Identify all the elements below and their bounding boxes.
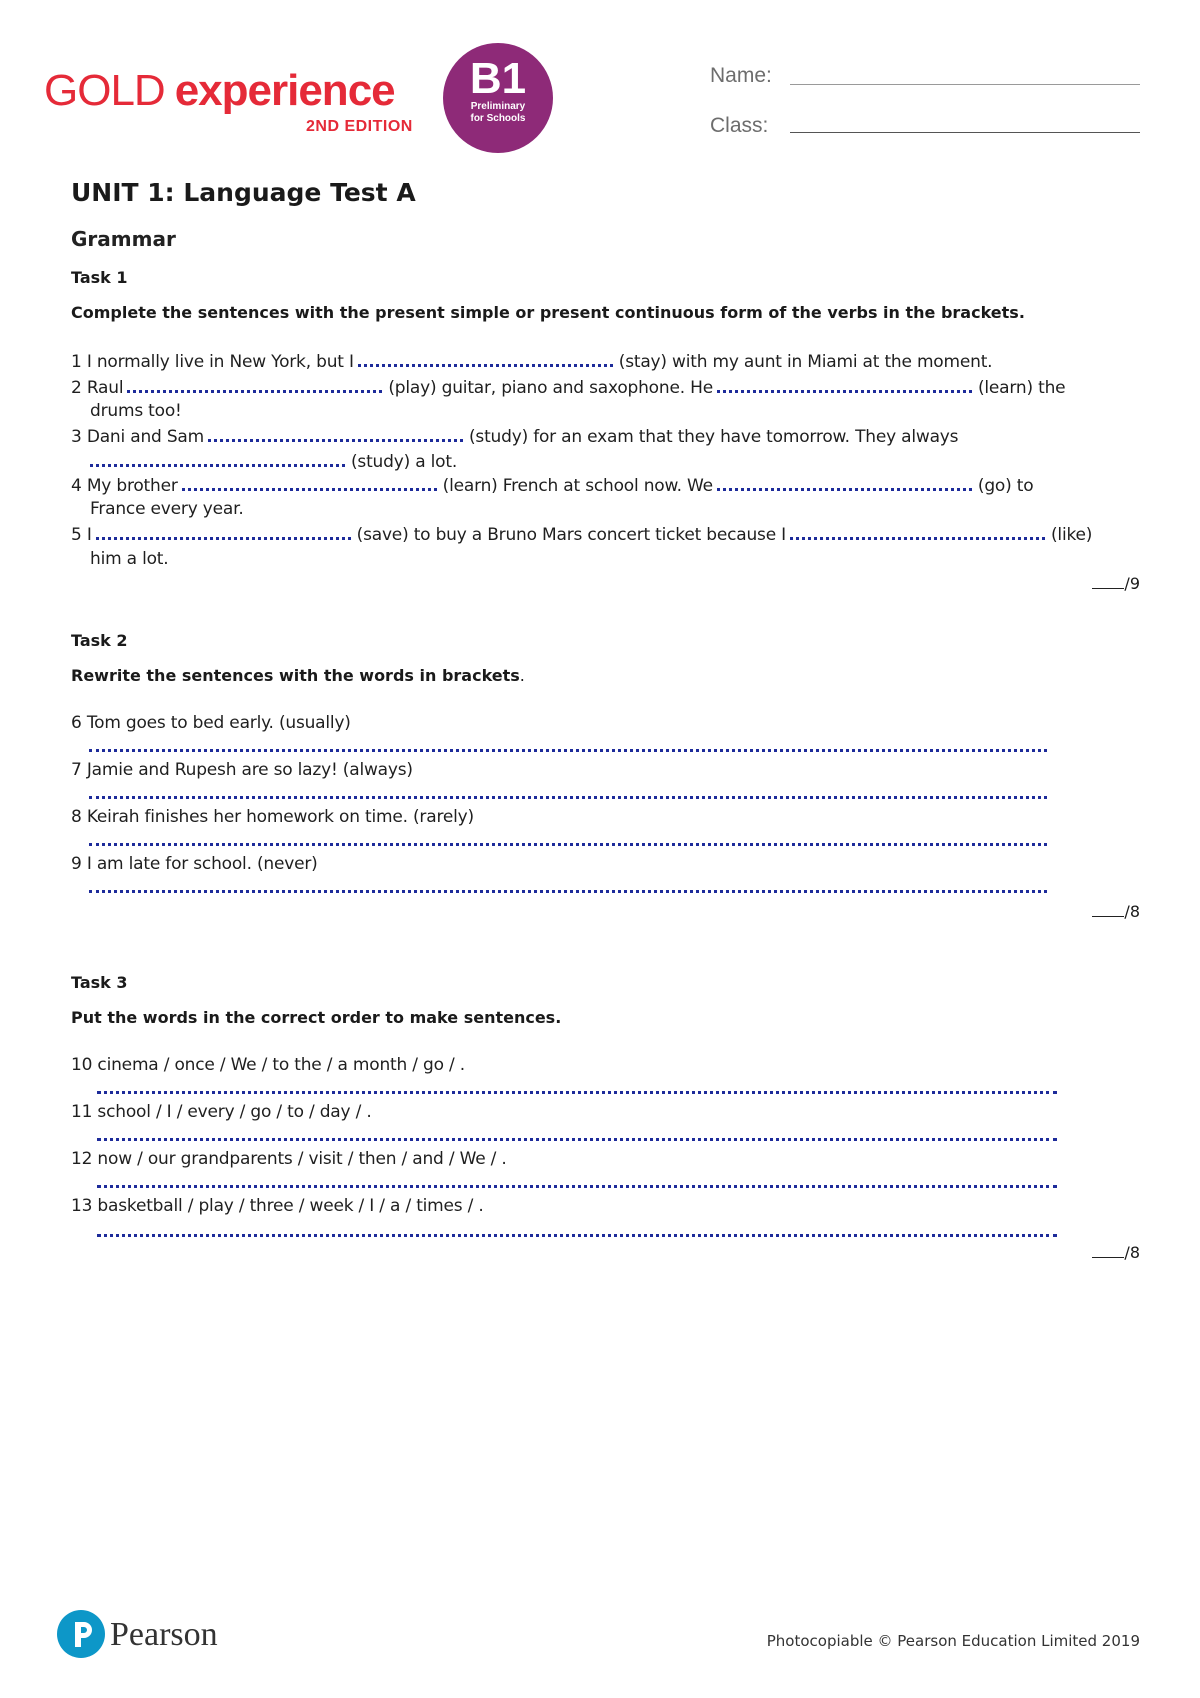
s2-part-a: 2 Raul xyxy=(71,378,124,398)
task2-score xyxy=(1092,902,1140,921)
edition-label: 2ND EDITION xyxy=(306,118,413,135)
brand-gold: GOLD xyxy=(44,66,165,115)
answer-line-10[interactable] xyxy=(97,1091,1057,1094)
page-title: UNIT 1: Language Test A xyxy=(71,178,416,207)
answer-line-9[interactable] xyxy=(89,890,1047,893)
s4-part-c: (go) to xyxy=(977,476,1034,496)
task2-item-8: 8 Keirah finishes her homework on time. (rarely) xyxy=(71,807,474,827)
task1-sentence-1 xyxy=(71,350,992,372)
gold-experience-logo xyxy=(44,66,395,116)
task1-score xyxy=(1092,574,1140,593)
badge-sub-1: Preliminary xyxy=(470,101,526,112)
task3-score xyxy=(1092,1243,1140,1262)
answer-blank-9[interactable] xyxy=(790,523,1045,540)
answer-blank-1[interactable] xyxy=(358,350,613,367)
name-field[interactable] xyxy=(790,84,1140,85)
answer-blank-5[interactable] xyxy=(90,450,345,467)
answer-blank-3[interactable] xyxy=(717,376,972,393)
s5-part-a: 5 I xyxy=(71,525,92,545)
score-blank[interactable] xyxy=(1092,574,1124,589)
s2-part-b: (play) guitar, piano and saxophone. He xyxy=(388,378,713,398)
task2-instruction-text: Rewrite the sentences with the words in brackets xyxy=(71,666,520,685)
section-heading: Grammar xyxy=(71,227,176,251)
task2-instruction xyxy=(71,666,525,685)
task2-title: Task 2 xyxy=(71,631,128,650)
s4-part-b: (learn) French at school now. We xyxy=(442,476,713,496)
task3-score-total: /8 xyxy=(1124,1243,1140,1262)
task3-instruction: Put the words in the correct order to make sentences. xyxy=(71,1008,562,1027)
pearson-wordmark: Pearson xyxy=(110,1616,218,1653)
s5-part-c: (like) xyxy=(1050,525,1093,545)
copyright-notice: Photocopiable © Pearson Education Limited 2019 xyxy=(766,1632,1140,1650)
task1-sentence-4 xyxy=(71,474,1033,496)
answer-blank-2[interactable] xyxy=(127,376,382,393)
s1-part-a: 1 I normally live in New York, but I xyxy=(71,352,354,372)
task1-sentence-2-cont: drums too! xyxy=(90,401,182,421)
badge-sub-2: for Schools xyxy=(470,113,526,124)
answer-blank-6[interactable] xyxy=(182,474,437,491)
task1-sentence-4-cont: France every year. xyxy=(90,499,244,519)
task3-item-13: 13 basketball / play / three / week / I / a / times / . xyxy=(71,1196,484,1216)
task3-item-10: 10 cinema / once / We / to the / a month / go / . xyxy=(71,1055,465,1075)
badge-level: B1 xyxy=(469,54,527,103)
pearson-logo-icon xyxy=(57,1610,105,1662)
score-blank[interactable] xyxy=(1092,1243,1124,1258)
answer-line-8[interactable] xyxy=(89,843,1047,846)
task1-instruction: Complete the sentences with the present simple or present continuous form of the verbs in the brackets. xyxy=(71,303,1025,322)
brand-experience: experience xyxy=(174,66,395,115)
answer-blank-4[interactable] xyxy=(208,425,463,442)
answer-line-12[interactable] xyxy=(97,1185,1057,1188)
answer-line-7[interactable] xyxy=(89,796,1047,799)
s2-part-c: (learn) the xyxy=(977,378,1066,398)
score-blank[interactable] xyxy=(1092,902,1124,917)
answer-line-11[interactable] xyxy=(97,1138,1057,1141)
task3-item-12: 12 now / our grandparents / visit / then / and / We / . xyxy=(71,1149,507,1169)
task2-item-7: 7 Jamie and Rupesh are so lazy! (always) xyxy=(71,760,413,780)
task3-title: Task 3 xyxy=(71,973,128,992)
answer-blank-7[interactable] xyxy=(717,474,972,491)
s1-part-b: (stay) with my aunt in Miami at the moment. xyxy=(618,352,993,372)
s3-part-a: 3 Dani and Sam xyxy=(71,427,204,447)
task2-instruction-end: . xyxy=(519,666,525,685)
task1-title: Task 1 xyxy=(71,268,128,287)
class-field[interactable] xyxy=(790,132,1140,133)
task2-score-total: /8 xyxy=(1124,902,1140,921)
task2-item-9: 9 I am late for school. (never) xyxy=(71,854,318,874)
s3-part-b: (study) for an exam that they have tomorrow. They always xyxy=(468,427,959,447)
task1-sentence-5-cont: him a lot. xyxy=(90,549,169,569)
answer-blank-8[interactable] xyxy=(96,523,351,540)
s4-part-a: 4 My brother xyxy=(71,476,178,496)
class-label: Class: xyxy=(710,114,769,137)
task1-sentence-3 xyxy=(71,425,958,447)
answer-line-6[interactable] xyxy=(89,749,1047,752)
task1-sentence-3-cont xyxy=(90,450,457,472)
answer-line-13[interactable] xyxy=(97,1234,1057,1237)
s5-part-b: (save) to buy a Bruno Mars concert ticket because I xyxy=(356,525,786,545)
task1-sentence-2 xyxy=(71,376,1065,398)
task1-sentence-5 xyxy=(71,523,1092,545)
s3-part-c: (study) a lot. xyxy=(351,452,458,472)
name-label: Name: xyxy=(710,64,772,87)
task1-score-total: /9 xyxy=(1124,574,1140,593)
task3-item-11: 11 school / I / every / go / to / day / . xyxy=(71,1102,372,1122)
level-badge xyxy=(443,43,553,153)
task2-item-6: 6 Tom goes to bed early. (usually) xyxy=(71,713,351,733)
